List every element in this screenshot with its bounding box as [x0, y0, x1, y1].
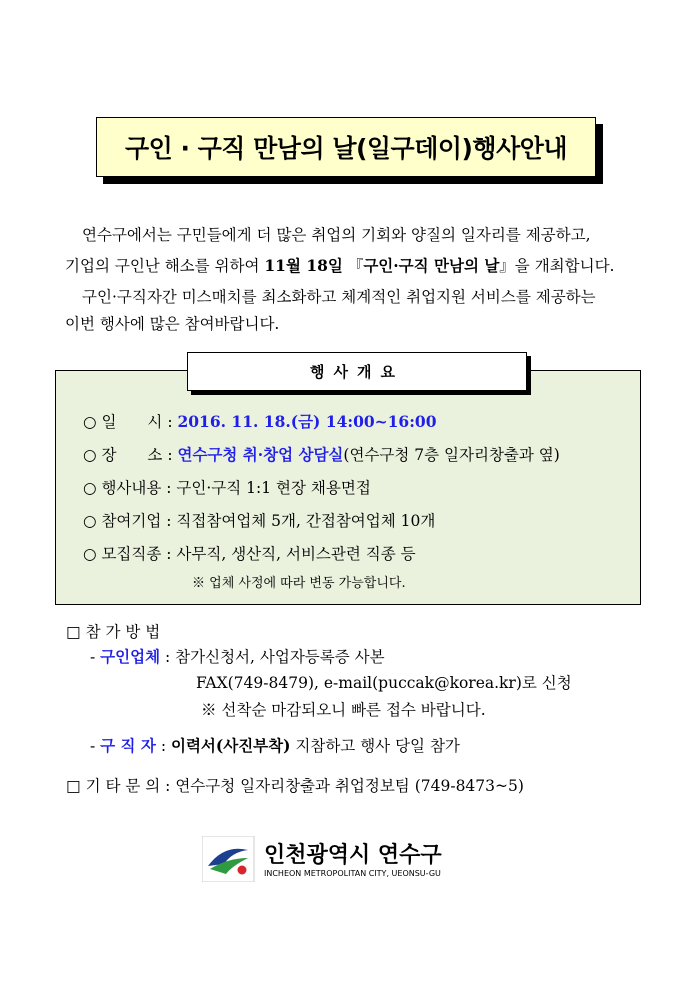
employer-line-1: [90, 645, 385, 667]
overview-row-jobs: [83, 542, 416, 564]
inquiry-value: 연수구청 일자리창출과 취업정보팀 (749-8473~5): [175, 777, 524, 795]
page-title: 구인 · 구직 만남의 날(일구데이)행사안내: [124, 134, 568, 163]
inquiry-label: □ 기 타 문 의 :: [66, 777, 176, 795]
row-value: 2016. 11. 18.(금) 14:00~16:00: [177, 412, 437, 431]
row-label: ○ 행사내용 :: [83, 479, 177, 497]
seeker-docs: 이력서(사진부착): [170, 736, 291, 755]
dash: -: [90, 737, 101, 755]
overview-row-datetime: [83, 410, 437, 432]
row-value: 구인·구직 1:1 현장 채용면접: [176, 479, 371, 497]
employer-line-2: FAX(749-8479), e-mail(puccak@korea.kr)로 신청: [196, 674, 572, 692]
intro-line-1: 연수구에서는 구민들에게 더 많은 취업의 기회와 양질의 일자리를 제공하고,: [82, 226, 591, 244]
overview-heading: 행사개요: [187, 352, 527, 391]
intro-line-2: [65, 254, 615, 276]
logo-emblem-icon: [202, 836, 492, 882]
intro-line-2-mid: 『: [342, 257, 364, 275]
inquiry-line: [66, 774, 524, 796]
intro-line-2-pre: 기업의 구인난 해소를 위하여: [65, 257, 265, 275]
intro-line-3: 구인·구직자간 미스매치를 최소화하고 체계적인 취업지원 서비스를 제공하는: [82, 288, 596, 306]
event-name: 구인·구직 만남의 날: [363, 256, 500, 275]
seeker-text: 지참하고 행사 당일 참가: [290, 737, 460, 755]
employer-note: ※ 선착순 마감되오니 빠른 접수 바랍니다.: [201, 701, 486, 719]
overview-row-companies: [83, 509, 435, 531]
seeker-line: [90, 734, 460, 756]
row-label: ○ 참여기업 :: [83, 512, 177, 530]
district-logo: [202, 836, 492, 882]
event-date: 11월 18일: [264, 256, 343, 275]
colon: :: [160, 648, 176, 666]
logo-subtitle: INCHEON METROPOLITAN CITY, UEONSU-GU: [264, 869, 441, 878]
logo-name: 인천광역시 연수구: [264, 843, 442, 868]
participation-heading: □ 참 가 방 법: [66, 623, 161, 641]
overview-row-venue: [83, 443, 560, 465]
dash: -: [90, 648, 101, 666]
row-label: ○ 모집직종 :: [83, 545, 177, 563]
row-value: 직접참여업체 5개, 간접참여업체 10개: [176, 512, 436, 530]
row-label: ○ 장 소 :: [83, 446, 178, 464]
colon: :: [155, 737, 171, 755]
employer-docs: 참가신청서, 사업자등록증 사본: [175, 648, 385, 666]
row-label: ○ 일 시 :: [83, 413, 178, 431]
intro-line-2-post: 』을 개최합니다.: [499, 257, 615, 275]
row-value: 사무직, 생산직, 서비스관련 직종 등: [176, 545, 416, 563]
overview-row-content: [83, 476, 371, 498]
seeker-label: 구 직 자: [100, 736, 156, 755]
intro-line-4: 이번 행사에 많은 참여바랍니다.: [65, 315, 280, 333]
row-value-highlight: 연수구청 취·창업 상담실: [177, 445, 344, 464]
row-value: (연수구청 7층 일자리창출과 옆): [343, 446, 560, 464]
employer-label: 구인업체: [100, 647, 161, 666]
title-banner: [96, 117, 596, 177]
overview-note: ※ 업체 사정에 따라 변동 가능합니다.: [192, 576, 406, 591]
